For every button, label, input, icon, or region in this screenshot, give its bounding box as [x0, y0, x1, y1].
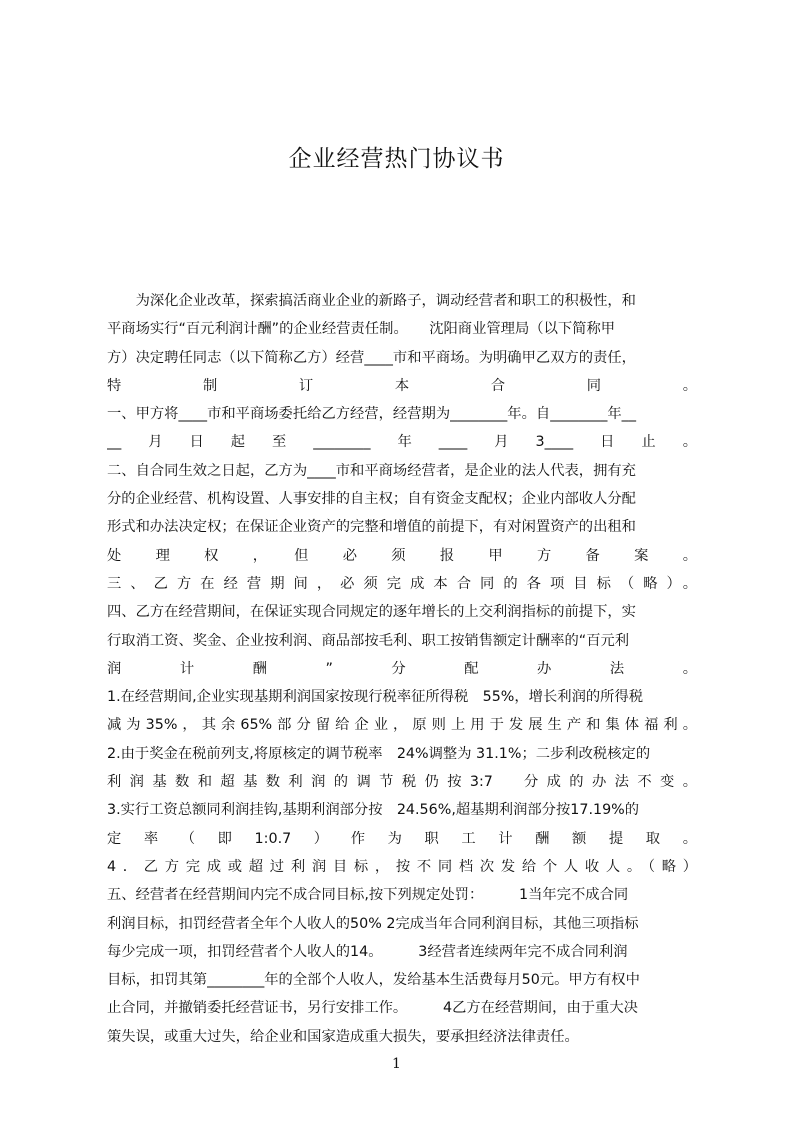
text-line: 一、甲方将____市和平商场委托给乙方经营，经营期为________年。自________年__ [107, 406, 636, 423]
text-line: 目标，扣罚其第________年的全部个人收人，发给基本生活费每月50元。甲方有权中 [107, 972, 640, 989]
text-line: 形式和办法决定权；在保证企业资产的完整和增值的前提下，有对闲置资产的出租和 [107, 519, 636, 536]
text-line: 4．乙方完成或超过利润目标，按不同档次发给个人收人。（略） [107, 858, 697, 875]
document-title: 企业经营热门协议书 [288, 146, 505, 172]
text-line: 四、乙方在经营期间，在保证实现合同规定的逐年增长的上交利润指标的前提下，实 [107, 604, 636, 621]
text-line: 减为35%，其余65%部分留给企业，原则上用于发展生产和集体福利。 [107, 717, 697, 734]
text-line: 三、乙方在经营期间，必须完成本合同的各项目标（略）。 [107, 575, 697, 592]
text-line: 利润基数和超基数利润的调节税仍按3:7 分成的办法不变。 [107, 774, 697, 791]
page-number: 1 [392, 1056, 401, 1072]
document-body [107, 287, 697, 1051]
text-line: 策失误，或重大过失，给企业和国家造成重大损失，要承担经济法律责任。 [107, 1028, 579, 1045]
text-line: 特 制 订 本 合 同 。 [107, 377, 697, 394]
text-line: 为深化企业改革，探索搞活商业企业的新路子，调动经营者和职工的积极性，和 [107, 293, 636, 309]
text-line: 2.由于奖金在税前列支,将原核定的调节税率 24%调整为 31.1%；二步利改税核定的 [107, 745, 651, 762]
text-line: 止合同，并撤销委托经营证书，另行安排工作。 4乙方在经营期间，由于重大决 [107, 1000, 638, 1017]
text-line: 分的企业经营、机构设置、人事安排的自主权；自有资金支配权；企业内部收人分配 [107, 491, 636, 508]
text-line: 二、自合同生效之日起，乙方为____市和平商场经营者，是企业的法人代表，拥有充 [107, 462, 636, 479]
text-line: 处 理 权 ， 但 必 须 报 甲 方 备 案 。 [107, 547, 697, 564]
text-line: 润 计 酬 ” 分 配 办 法 。 [107, 660, 697, 677]
text-line: 行取消工资、奖金、企业按利润、商品部按毛利、职工按销售额定计酬率的“百元利 [107, 632, 630, 649]
text-line: 每少完成一项，扣罚经营者个人收人的14。 3经营者连续两年完不成合同利润 [107, 943, 628, 960]
text-line: 五、经营者在经营期间内完不成合同目标,按下列规定处罚： 1当年完不成合同 [107, 887, 629, 904]
text-line: 定率（即1:0.7）作为职工计酬额提取。 [107, 830, 697, 847]
text-line: 1.在经营期间,企业实现基期利润国家按现行税率征所得税 55%，增长利润的所得税 [107, 689, 644, 706]
text-line: 利润目标，扣罚经营者全年个人收人的50% 2完成当年合同利润目标，其他三项指标 [107, 915, 639, 932]
text-line: 方）决定聘任同志（以下简称乙方）经营____市和平商场。为明确甲乙双方的责任， [107, 349, 636, 366]
text-line: 平商场实行“百元利润计酬”的企业经营责任制。 沈阳商业管理局（以下简称甲 [107, 321, 616, 338]
text-line: 3.实行工资总额同利润挂钩,基期利润部分按 24.56%,超基期利润部分按17.19%的 [107, 802, 640, 819]
text-line: __月日起至________年____月3____日止。 [107, 434, 697, 451]
